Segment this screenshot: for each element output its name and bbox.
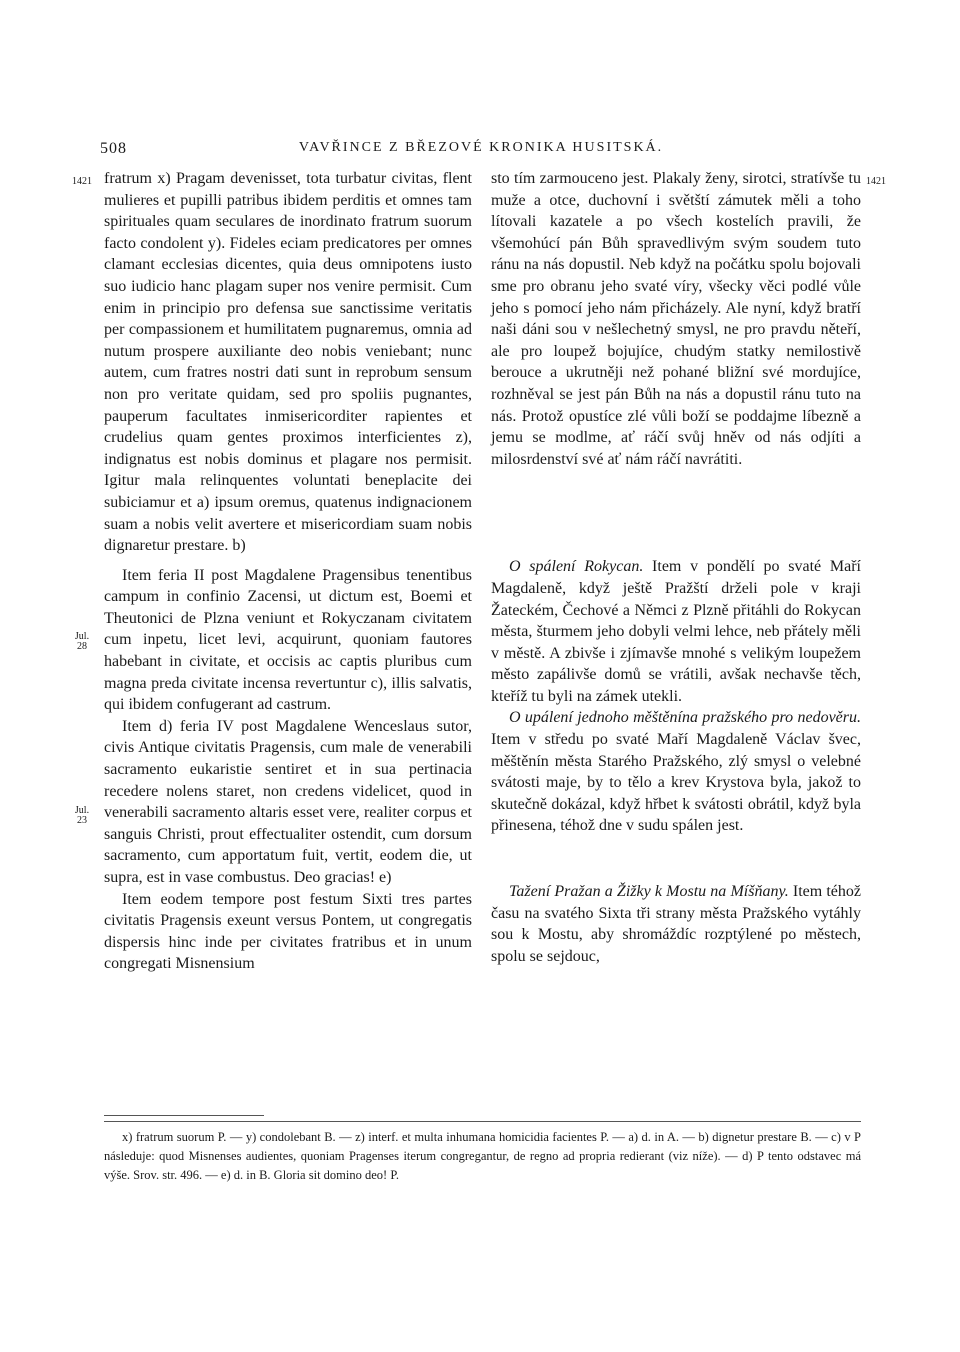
margin-month: Jul. <box>74 631 90 642</box>
section-heading: O spálení Rokycan. <box>509 558 644 576</box>
margin-day: 23 <box>77 815 87 826</box>
section-heading: Tažení Pražan a Žižky k Mostu na Míšňany. <box>509 883 789 901</box>
margin-year-right: 1421 <box>866 176 886 187</box>
paragraph-text: Item v pondělí po svaté Maří Magdaleně, když ještě Pražští drželi pole v kraji Žateckém, Čechové a Němci z Plzně přitáhli do Rokycan města, šturmem jeho dobyli velmi lehce, neb přátely měli v městě. A zbivše i zjímavše mnohé s velikým loupežem město zapálivše domů se vrátili, avšak nechavše těch, kteříž tu byli na zámek utekli. <box>491 558 861 705</box>
latin-paragraph: Item eodem tempore post festum Sixti tres partes civitatis Pragensis exeunt versus Pontem, ut congregatis dispersis hinc inde per civitates fratribus et in unum congregati Misnensium <box>104 890 472 973</box>
running-title: VAVŘINCE Z BŘEZOVÉ KRONIKA HUSITSKÁ. <box>298 140 664 155</box>
margin-date-jul23 <box>70 806 94 826</box>
margin-month: Jul. <box>74 805 90 816</box>
czech-column <box>491 168 861 967</box>
czech-paragraph <box>491 707 861 837</box>
latin-paragraph: fratrum x) Pragam devenisset, tota turbatur civitas, flent mulieres et pupilli patribus ibidem perditis et omnes tam spirituales quam seculares de inordinato fratrum suorum facto condolent y). Fideles eciam predicatores per omnes clamant ecclesias dicentes, quia deus omnipotens iusto suo iudicio hanc plagam super nos venire permisit. Cum enim in principio pro defensa sue sanctissime veritatis per compassionem et humilitatem pugnaremus, omnia ad nutum prospere auxiliante deo nobis veniebant; nunc autem, cum fratres nostri dati sunt in reprobum sensum non pro veritate quidam, sed pro spoliis pugnantes, pauperum facultates inmisericorditer rapientes et crudelius quam gentes proximos interficientes z), indignatus est nobis dominus et plagare nos permisit. Igitur mala relinquentes voluntati beneplacite dei subiciamur et a) ipsum oremus, quatenus indignacionem suam a nobis velit avertere et misericordiam suam nobis dignaretur prestare. b) <box>104 170 472 555</box>
margin-day: 28 <box>77 641 87 652</box>
latin-paragraph: Item d) feria IV post Magdalene Wenceslaus sutor, civis Antique civitatis Pragensis, cum male de venerabili sacramento eukaristie sentiret et in sua pertinacia recedere nolens staret, non credens videlicet, quod in venerabili sacramento altaris esset vere, realiter corpus et sanguis Christi, prout effectualiter ostendit, cum dorsum sacramento, cum apportatum fuit, vertit, eodem die, ut supra, est in vase combustus. Deo gracias! e) <box>104 717 472 886</box>
latin-paragraph: Item feria II post Magdalene Pragensibus tenentibus campum in confinio Zacensi, ut dictum est, Boemi et Theutonici de Plzna veniunt et Rokyczanam civitatem cum inpetu, licet levi, acquirunt, quoniam fautores habebant in civitate, et occisis ac captis pluribus cum magna preda civitate incensa revertuntur c), illis salvatis, qui ibidem confugerant ad castrum. <box>104 566 472 714</box>
section-heading: O upálení jednoho měštěnína pražského pro nedověru. <box>509 709 861 727</box>
paragraph-text: Item v středu po svaté Maří Magdaleně Václav švec, měštěnín města Starého Pražského, zlý smysl o velebné svátosti maje, by to tělo a krev Krystova byla, jakož to skutečně dokázal, když hřbet k svátosti obrátil, když byla přinesena, téhož dne v sudu spálen jest. <box>491 731 861 835</box>
latin-column <box>104 168 472 975</box>
footnote-rule-short <box>104 1115 264 1116</box>
page-number: 508 <box>100 140 127 157</box>
paragraph-text: Item téhož času na svatého Sixta tři strany města Pražského vytáhly sou k Mostu, aby shromáždíc rozptýlené po městech, spolu se sejdouc, <box>491 883 862 965</box>
margin-date-jul28 <box>70 632 94 652</box>
czech-paragraph: sto tím zarmouceno jest. Plakaly ženy, sirotci, stratívše tu muže a otce, duchovní i světští zámutek měli a toho lítovali kazatele a po všech kostelích pravili, že všemohúcí pán Bůh spravedlivým svým soudem tuto ránu na nás dopustil. Neb když na počátku spolu bojovali sme pro obranu jeho svaté víry, všecky věci podlé vůle jeho s pomocí jeho nám přicházely. Ale nyní, když bratří naši dáni sou v nešlechetný smysl, ne pro pravdu něteří, ale pro loupež bojujíce, chudým statky nemilostivě berouce a ukrutněji než pohané bližní své mordujíce, rozhněval se jest pán Bůh na nás a dopustil ránu tuto na nás. Protož opustíce zlé vůli boží se poddajme líbezně a jemu se modlme, ať ráčí svůj hněv od nás odjíti a milosrdenství své ať nám ráčí navrátiti. <box>491 170 861 468</box>
page-header <box>100 140 862 164</box>
footnote-rule <box>104 1121 861 1122</box>
margin-year-left: 1421 <box>72 176 92 187</box>
footnotes <box>104 1128 861 1185</box>
footnote-text: x) fratrum suorum P. — y) condolebant B. — z) interf. et multa inhumana homicidia facientes P. — a) d. in A. — b) dignetur prestare B. — c) v P následuje: quod Misnenses audientes, quoniam Pragenses iterum congregantur, de regno ad propria redierant (viz níže). — d) P tento odstavec má výše. Srov. str. 496. — e) d. in B. Gloria sit domino deo! P. <box>104 1130 861 1182</box>
czech-paragraph <box>491 881 861 967</box>
czech-paragraph <box>491 556 861 707</box>
